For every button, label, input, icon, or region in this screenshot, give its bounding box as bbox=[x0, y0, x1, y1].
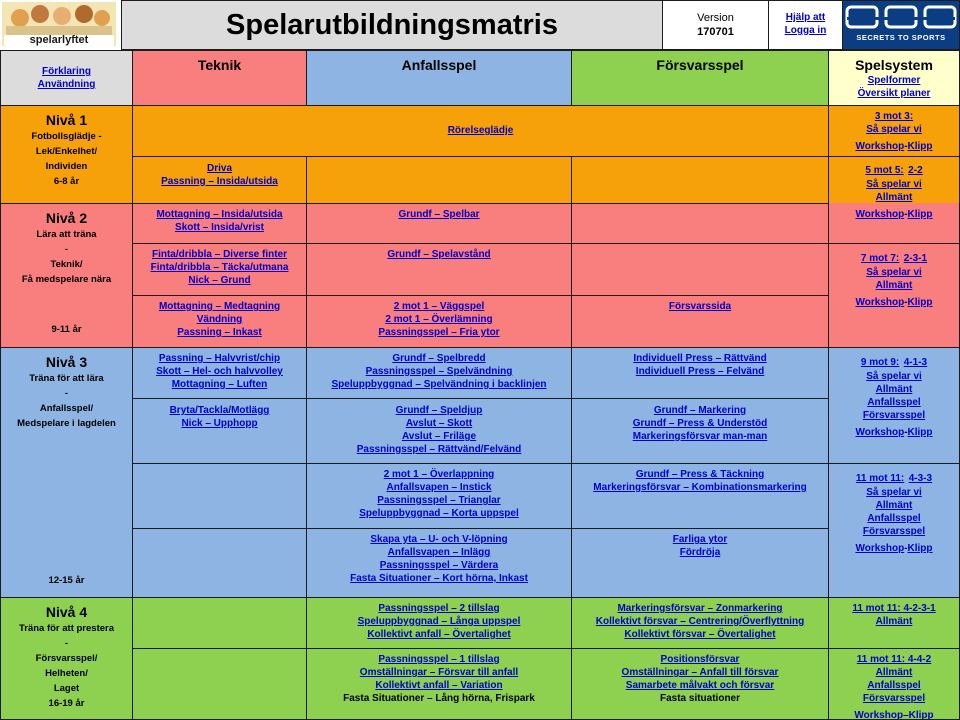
level-2-line: Lära att träna bbox=[36, 229, 97, 240]
help-link[interactable]: Hjälp att bbox=[785, 12, 826, 23]
row7-anfall bbox=[306, 398, 572, 464]
column-header-spelsystem bbox=[828, 50, 960, 106]
logo-right[interactable] bbox=[842, 0, 960, 50]
row6-forsvar bbox=[571, 347, 829, 399]
teknik-link[interactable]: Nick – Upphopp bbox=[181, 418, 258, 429]
anfall-link[interactable]: Kollektivt anfall – Variation bbox=[375, 680, 503, 691]
rorelsegladje-link[interactable]: Rörelseglädje bbox=[447, 125, 514, 136]
row5-forsvar bbox=[571, 295, 829, 348]
workshop-link[interactable]: Workshop bbox=[855, 297, 905, 308]
system-title-link[interactable]: 7 mot 7: bbox=[860, 253, 900, 264]
klipp-link[interactable]: Klipp bbox=[907, 141, 933, 152]
system-5mot5-content bbox=[828, 160, 960, 222]
anvandning-link[interactable]: Användning bbox=[37, 79, 96, 90]
sa-spelar-vi-link[interactable]: Så spelar vi bbox=[866, 371, 922, 382]
anfall-link[interactable]: Passningsspel – Spelvändning bbox=[365, 366, 513, 377]
level-4-line: Helheten/ bbox=[45, 668, 88, 679]
forsvar-link[interactable]: Grundf – Press & Understöd bbox=[632, 418, 768, 429]
level-4-line: Försvarsspel/ bbox=[35, 653, 98, 664]
anfall-link[interactable]: Passningsspel – Rättvänd/Felvänd bbox=[356, 444, 522, 455]
row8-anfall bbox=[306, 463, 572, 529]
forsvarsspel-link[interactable]: Försvarsspel bbox=[862, 526, 926, 537]
anfall-link[interactable]: Avslut – Skott bbox=[405, 418, 473, 429]
level-3-age: 12-15 år bbox=[48, 575, 85, 586]
allmant-link[interactable]: Allmänt bbox=[875, 192, 913, 203]
row3-teknik bbox=[132, 203, 307, 244]
separator: – bbox=[903, 710, 909, 720]
anfall-link[interactable]: Speluppbyggnad – Korta uppspel bbox=[359, 508, 519, 519]
system-title-link[interactable]: 11 mot 11: 4-4-2 bbox=[856, 654, 932, 665]
anfallsspel-link[interactable]: Anfallsspel bbox=[867, 397, 921, 408]
row8-forsvar bbox=[571, 463, 829, 529]
level-2-title: Nivå 2 bbox=[45, 210, 88, 226]
row11-teknik bbox=[132, 648, 307, 720]
system-7mot7 bbox=[828, 243, 960, 348]
level-4-line: Laget bbox=[53, 683, 80, 694]
system-9mot9 bbox=[828, 347, 960, 464]
forsvar-link[interactable]: Omställningar – Anfall till försvar bbox=[621, 667, 779, 678]
teknik-link[interactable]: Driva bbox=[206, 163, 232, 174]
row2-anfall bbox=[306, 156, 572, 204]
anfall-link[interactable]: Passningsspel – Fria ytor bbox=[378, 327, 500, 338]
version-box bbox=[662, 0, 769, 50]
row3-forsvar bbox=[571, 203, 829, 244]
logo-right-text: SECRETS TO SPORTS bbox=[856, 33, 946, 42]
klipp-link[interactable]: Klipp bbox=[907, 543, 933, 554]
separator: - bbox=[904, 427, 908, 438]
row6-teknik bbox=[132, 347, 307, 399]
level-1-line: Fotbollsglädje - bbox=[31, 131, 102, 142]
row4-forsvar bbox=[571, 243, 829, 296]
anfall-link[interactable]: Passningsspel – Trianglar bbox=[377, 495, 501, 506]
forsvar-link[interactable]: Grundf – Markering bbox=[653, 405, 747, 416]
system-title-link[interactable]: 9 mot 9: bbox=[860, 357, 900, 368]
row7-forsvar bbox=[571, 398, 829, 464]
anfall-link[interactable]: Speluppbyggnad – Spelvändning i backlinjen bbox=[331, 379, 547, 390]
forsvar-link[interactable]: Kollektivt försvar – Övertalighet bbox=[624, 629, 776, 640]
help-box bbox=[768, 0, 843, 50]
anfall-link[interactable]: Speluppbyggnad – Långa uppspel bbox=[357, 616, 521, 627]
logo-left-text: spelarlyftet bbox=[29, 34, 89, 46]
level-4-line: Träna för att prestera bbox=[18, 623, 115, 634]
forsvar-link[interactable]: Positionsförsvar bbox=[660, 654, 740, 665]
workshop-link[interactable]: Workshop bbox=[855, 427, 905, 438]
row3-anfall bbox=[306, 203, 572, 244]
sa-spelar-vi-link[interactable]: Så spelar vi bbox=[866, 267, 922, 278]
level-2-line: Få medspelare nära bbox=[21, 274, 112, 285]
login-link[interactable]: Logga in bbox=[784, 25, 827, 36]
level-1-label bbox=[0, 105, 133, 204]
forsvar-link[interactable]: Grundf – Press & Täckning bbox=[635, 469, 765, 480]
anfall-link[interactable]: Skapa yta – U- och V-löpning bbox=[370, 534, 508, 545]
row4-anfall bbox=[306, 243, 572, 296]
level-3-label bbox=[0, 347, 133, 598]
logo-left[interactable] bbox=[0, 0, 121, 50]
row10-forsvar bbox=[571, 597, 829, 649]
anfall-link[interactable]: Anfallsvapen – Inlägg bbox=[387, 547, 491, 558]
forsvar-link[interactable]: Farliga ytor bbox=[672, 534, 728, 545]
teknik-link[interactable]: Bryta/Tackla/Motlägg bbox=[169, 405, 270, 416]
klipp-link[interactable]: Klipp bbox=[907, 297, 933, 308]
anfallsspel-link[interactable]: Anfallsspel bbox=[867, 513, 921, 524]
klipp-link[interactable]: Klipp bbox=[907, 209, 933, 220]
klipp-link[interactable]: Klipp bbox=[908, 710, 934, 720]
row7-teknik bbox=[132, 398, 307, 464]
info-header bbox=[0, 50, 133, 106]
row2-teknik bbox=[132, 156, 307, 204]
anfall-link[interactable]: 2 mot 1 – Överlappning bbox=[383, 469, 495, 480]
formation-link[interactable]: 2-3-1 bbox=[903, 253, 928, 264]
teknik-link[interactable]: Skott – Hel- och halvvolley bbox=[156, 366, 283, 377]
teknik-link[interactable]: Mottagning – Medtagning bbox=[158, 301, 281, 312]
allmant-link[interactable]: Allmänt bbox=[875, 384, 913, 395]
allmant-link[interactable]: Allmänt bbox=[875, 667, 913, 678]
row6-anfall bbox=[306, 347, 572, 399]
level-3-title: Nivå 3 bbox=[45, 354, 88, 370]
row2-forsvar bbox=[571, 156, 829, 204]
anfall-link[interactable]: Passningsspel – 1 tillslag bbox=[378, 654, 500, 665]
anfall-link[interactable]: Grundf – Spelavstånd bbox=[387, 249, 491, 260]
system-11mot11-4231 bbox=[828, 597, 960, 649]
forsvarsspel-link[interactable]: Försvarsspel bbox=[862, 410, 926, 421]
version-label: Version bbox=[697, 12, 734, 24]
row4-teknik bbox=[132, 243, 307, 296]
teknik-link[interactable]: Mottagning – Insida/utsida bbox=[156, 209, 283, 220]
level-3-line: Medspelare i lagdelen bbox=[17, 418, 116, 429]
sa-spelar-vi-link[interactable]: Så spelar vi bbox=[866, 179, 922, 190]
teknik-heading: Teknik bbox=[197, 57, 242, 73]
anfall-link[interactable]: 2 mot 1 – Väggspel bbox=[393, 301, 485, 312]
system-11mot11-433 bbox=[828, 463, 960, 598]
formation-link[interactable]: 2-2 bbox=[908, 165, 923, 176]
teknik-link[interactable]: Vändning bbox=[196, 314, 243, 325]
anfall-link[interactable]: Omställningar – Försvar till anfall bbox=[359, 667, 519, 678]
sa-spelar-vi-link[interactable]: Så spelar vi bbox=[866, 487, 922, 498]
column-header-anfallsspel bbox=[306, 50, 572, 106]
level-2-line: Teknik/ bbox=[50, 259, 83, 270]
row11-anfall bbox=[306, 648, 572, 720]
forsvar-link[interactable]: Markeringsförsvar – Kombinationsmarkering bbox=[593, 482, 807, 493]
workshop-link[interactable]: Workshop bbox=[855, 141, 905, 152]
allmant-link[interactable]: Allmänt bbox=[875, 616, 913, 627]
anfall-link[interactable]: Avslut – Friläge bbox=[401, 431, 477, 442]
oversikt-planer-link[interactable]: Översikt planer bbox=[857, 88, 931, 99]
level-2-age: 9-11 år bbox=[51, 324, 82, 335]
klipp-link[interactable]: Klipp bbox=[907, 427, 933, 438]
workshop-link[interactable]: Workshop bbox=[855, 209, 905, 220]
allmant-link[interactable]: Allmänt bbox=[875, 280, 913, 291]
row9-anfall bbox=[306, 528, 572, 598]
forsvar-link[interactable]: Fördröja bbox=[679, 547, 721, 558]
system-11mot11-442 bbox=[828, 648, 960, 720]
column-header-forsvarsspel bbox=[571, 50, 829, 106]
level-2-label bbox=[0, 203, 133, 348]
forsvar-link[interactable]: Individuell Press – Felvänd bbox=[635, 366, 765, 377]
separator: - bbox=[904, 209, 908, 220]
row5-anfall bbox=[306, 295, 572, 348]
separator: - bbox=[904, 141, 908, 152]
row1-merged-cell bbox=[132, 105, 829, 157]
anfall-link[interactable]: Grundf – Speldjup bbox=[395, 405, 483, 416]
teknik-link[interactable]: Passning – Halvvrist/chip bbox=[158, 353, 281, 364]
teknik-link[interactable]: Finta/dribbla – Täcka/utmana bbox=[150, 262, 289, 273]
teknik-link[interactable]: Nick – Grund bbox=[188, 275, 251, 286]
column-header-teknik bbox=[132, 50, 307, 106]
row10-teknik bbox=[132, 597, 307, 649]
level-1-line: Individen bbox=[45, 161, 88, 172]
teknik-link[interactable]: Mottagning – Luften bbox=[171, 379, 268, 390]
forsvar-link[interactable]: Kollektivt försvar – Centrering/Överflyttning bbox=[595, 616, 805, 627]
level-1-line: Lek/Enkelhet/ bbox=[35, 146, 98, 157]
forsvar-link[interactable]: Markeringsförsvar – Zonmarkering bbox=[617, 603, 783, 614]
forsvar-link[interactable]: Samarbete målvakt och försvar bbox=[625, 680, 775, 691]
level-3-line: - bbox=[64, 388, 69, 399]
anfall-link[interactable]: Anfallsvapen – Instick bbox=[386, 482, 492, 493]
row10-anfall bbox=[306, 597, 572, 649]
level-3-line: Träna för att lära bbox=[29, 373, 104, 384]
forsvar-link[interactable]: Markeringsförsvar man-man bbox=[632, 431, 768, 442]
workshop-link[interactable]: Workshop bbox=[855, 543, 905, 554]
teknik-link[interactable]: Passning – Insida/utsida bbox=[161, 176, 278, 187]
level-3-line: Anfallsspel/ bbox=[39, 403, 94, 414]
anfall-link[interactable]: Kollektivt anfall – Övertalighet bbox=[367, 629, 511, 640]
level-4-label bbox=[0, 597, 133, 720]
workshop-link[interactable]: Workshop bbox=[854, 710, 904, 720]
forsvar-link[interactable]: Individuell Press – Rättvänd bbox=[633, 353, 767, 364]
system-3mot3 bbox=[828, 105, 960, 157]
forsvar-link[interactable]: Försvarssida bbox=[668, 301, 732, 312]
spelsystem-heading: Spelsystem bbox=[855, 57, 933, 73]
formation-link[interactable]: 4-1-3 bbox=[903, 357, 928, 368]
anfall-link[interactable]: Grundf – Spelbredd bbox=[392, 353, 486, 364]
spelformer-link[interactable]: Spelformer bbox=[867, 75, 921, 86]
forsvarsspel-heading: Försvarsspel bbox=[656, 57, 744, 73]
teknik-link[interactable]: Finta/dribbla – Diverse finter bbox=[151, 249, 288, 260]
anfall-link[interactable]: Passningsspel – 2 tillslag bbox=[378, 603, 500, 614]
level-2-line: - bbox=[64, 244, 69, 255]
separator: - bbox=[904, 297, 908, 308]
system-title-link[interactable]: 11 mot 11: bbox=[855, 473, 905, 484]
forsvarsspel-link[interactable]: Försvarsspel bbox=[862, 693, 926, 704]
system-title-link[interactable]: 5 mot 5: bbox=[865, 165, 904, 176]
allmant-link[interactable]: Allmänt bbox=[875, 500, 913, 511]
page-title: Spelarutbildningsmatris bbox=[226, 9, 558, 41]
level-4-line: - bbox=[64, 638, 69, 649]
anfallsspel-heading: Anfallsspel bbox=[401, 57, 477, 73]
level-4-age: 16-19 år bbox=[48, 698, 85, 709]
row11-forsvar bbox=[571, 648, 829, 720]
level-4-title: Nivå 4 bbox=[45, 604, 88, 620]
anfall-plain-text: Fasta Situationer – Lång hörna, Frispark bbox=[343, 693, 535, 704]
row9-forsvar bbox=[571, 528, 829, 598]
row9-teknik bbox=[132, 528, 307, 598]
level-1-title: Nivå 1 bbox=[45, 112, 88, 128]
anfall-link[interactable]: Passningsspel – Värdera bbox=[379, 560, 499, 571]
teknik-link[interactable]: Passning – Inkast bbox=[177, 327, 262, 338]
forsvar-plain-text: Fasta situationer bbox=[659, 693, 741, 704]
sa-spelar-vi-link[interactable]: Så spelar vi bbox=[866, 124, 922, 135]
formation-link[interactable]: 4-3-3 bbox=[908, 473, 933, 484]
anfall-link[interactable]: 2 mot 1 – Överlämning bbox=[385, 314, 493, 325]
version-number: 170701 bbox=[697, 26, 734, 38]
system-title-link[interactable]: 3 mot 3: bbox=[874, 111, 914, 122]
row8-teknik bbox=[132, 463, 307, 529]
separator: - bbox=[904, 543, 908, 554]
anfall-link[interactable]: Fasta Situationer – Kort hörna, Inkast bbox=[350, 573, 528, 584]
forklaring-link[interactable]: Förklaring bbox=[42, 66, 91, 77]
page-title-box bbox=[121, 0, 663, 50]
row5-teknik bbox=[132, 295, 307, 348]
teknik-link[interactable]: Skott – Insida/vrist bbox=[175, 222, 264, 233]
system-title-link[interactable]: 11 mot 11: 4-2-3-1 bbox=[852, 603, 936, 614]
anfallsspel-link[interactable]: Anfallsspel bbox=[867, 680, 921, 691]
level-1-age: 6-8 år bbox=[53, 176, 80, 187]
anfall-link[interactable]: Grundf – Spelbar bbox=[398, 209, 480, 220]
